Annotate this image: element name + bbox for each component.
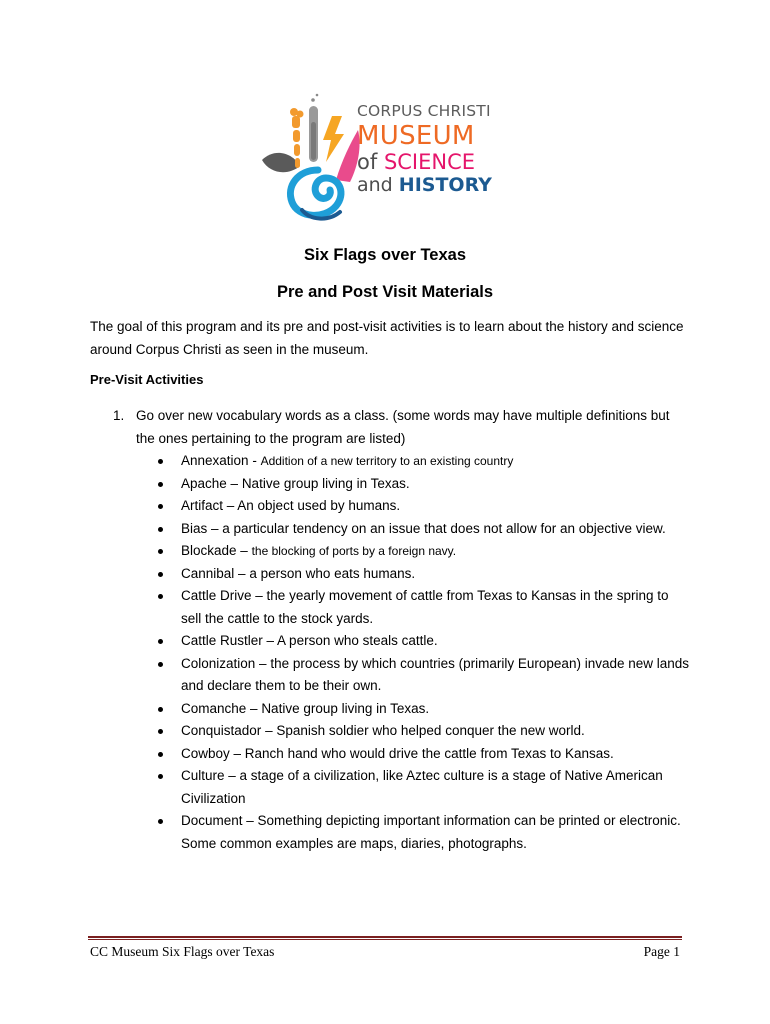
vocab-term: Cattle Rustler	[181, 633, 263, 648]
vocab-definition: the process by which countries (primarily European) invade new lands and declare them to be their own.	[181, 655, 690, 693]
vocab-term: Bias	[181, 520, 208, 536]
vocab-item	[136, 743, 690, 766]
vocab-term: Culture	[181, 768, 225, 783]
footer-rule-thin	[88, 939, 682, 940]
vocab-term: Conquistador	[181, 723, 262, 738]
document-title: Six Flags over Texas	[303, 246, 467, 264]
vocab-definition: Something depicting important information can be printed or electronic. Some common examples are maps, diaries, photographs.	[181, 813, 681, 851]
vocab-separator: –	[207, 520, 223, 536]
activity-list	[90, 405, 690, 855]
vocab-separator: –	[229, 745, 245, 761]
vocab-definition: Native group living in Texas.	[241, 475, 410, 491]
vocab-item	[136, 540, 690, 563]
logo-word-history: HISTORY	[398, 173, 492, 196]
vocab-separator: –	[223, 498, 238, 513]
vocab-separator: –	[261, 723, 277, 738]
vocab-item	[136, 518, 690, 541]
activity-item	[90, 405, 690, 450]
vocab-separator: –	[224, 768, 240, 783]
vocab-separator: –	[234, 565, 250, 581]
vocab-item	[136, 698, 690, 721]
vocab-separator: –	[255, 655, 271, 671]
vocab-item	[136, 720, 690, 743]
vocab-definition: A person who steals cattle.	[277, 633, 438, 648]
vocab-item	[136, 810, 690, 855]
logo-line-city: CORPUS CHRISTI	[357, 102, 491, 120]
logo-line-history	[357, 173, 527, 196]
vocab-definition: the yearly movement of cattle from Texas to Kansas in the spring to sell the cattle to the stock yards.	[181, 588, 669, 626]
vocab-item	[136, 630, 690, 653]
vocab-term: Document	[181, 813, 243, 828]
leaf-icon	[262, 153, 300, 172]
lightning-icon	[323, 116, 344, 162]
vocab-definition: Addition of a new territory to an existing country	[260, 454, 514, 468]
page-footer	[90, 944, 680, 960]
vocab-definition: Native group living in Texas.	[261, 700, 430, 716]
vocab-term: Cannibal	[181, 565, 235, 581]
test-tube-icon	[309, 94, 318, 162]
vocab-separator: –	[246, 700, 262, 716]
logo-word-and: and	[357, 173, 393, 196]
intro-paragraph: The goal of this program and its pre and post-visit activities is to learn about the history and science around Corpus Christi as seen in the museum.	[90, 319, 684, 357]
vocab-definition: a person who eats humans.	[249, 565, 416, 581]
logo-line-science	[357, 149, 527, 174]
vocab-definition: An object used by humans.	[237, 498, 401, 513]
vocab-term: Apache	[181, 475, 227, 491]
vocab-term: Cowboy	[181, 745, 230, 761]
vocab-separator: –	[262, 633, 278, 648]
vocab-separator: –	[242, 813, 258, 828]
vocab-item	[136, 450, 690, 473]
logo-wordmark	[357, 104, 527, 195]
activity-number: 1.	[113, 408, 125, 423]
vocab-separator: –	[236, 543, 252, 558]
vocab-term: Blockade	[181, 543, 237, 558]
vocab-term: Comanche	[181, 700, 247, 716]
vocab-definition: Spanish soldier who helped conquer the new world.	[276, 723, 585, 738]
vocab-term: Annexation	[181, 453, 249, 468]
logo-line-museum: MUSEUM	[357, 120, 475, 151]
document-subtitle: Pre and Post Visit Materials	[276, 283, 494, 301]
vocab-definition: the blocking of ports by a foreign navy.	[251, 544, 457, 558]
swirl-icon	[290, 170, 341, 219]
vocab-item	[136, 585, 690, 630]
footer-rule	[88, 936, 682, 938]
logo-word-science: SCIENCE	[383, 149, 476, 174]
section-heading: Pre-Visit Activities	[90, 372, 204, 387]
logo-word-of: of	[357, 149, 378, 174]
footer-title: CC Museum Six Flags over Texas	[90, 944, 275, 959]
vocab-definition: Ranch hand who would drive the cattle from Texas to Kansas.	[244, 745, 614, 761]
vocab-item	[136, 473, 690, 496]
vocab-separator: –	[251, 588, 267, 603]
vocab-term: Artifact	[181, 498, 224, 513]
vocab-item	[136, 495, 690, 518]
vocab-definition: a stage of a civilization, like Aztec culture is a stage of Native American Civilization	[181, 768, 663, 806]
vocab-list	[90, 450, 690, 855]
vocab-item	[136, 653, 690, 698]
vocab-separator: –	[226, 475, 242, 491]
page-number: Page 1	[643, 944, 680, 959]
vocab-item	[136, 563, 690, 586]
vocab-term: Colonization	[181, 655, 256, 671]
vocab-separator: -	[248, 453, 261, 468]
vocab-term: Cattle Drive	[181, 588, 252, 603]
activity-text: Go over new vocabulary words as a class. (some words may have multiple definitions but the ones pertaining to the program are listed)	[136, 408, 670, 446]
vocab-item	[136, 765, 690, 810]
vocab-definition: a particular tendency on an issue that does not allow for an objective view.	[222, 520, 666, 536]
